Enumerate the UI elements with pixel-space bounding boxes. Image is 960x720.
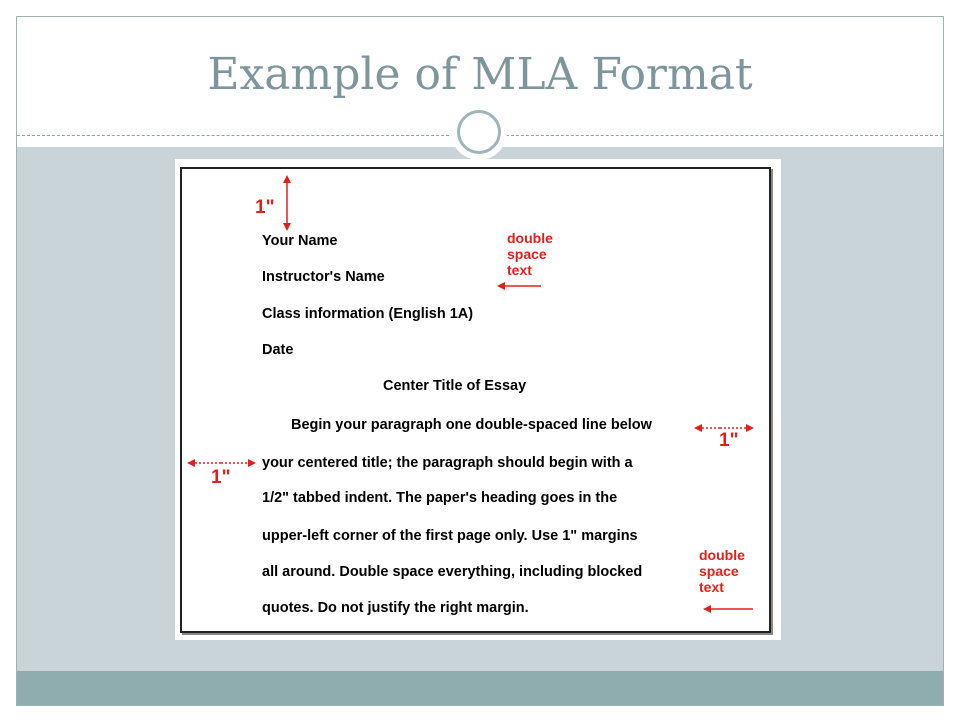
double-space-bottom-word: space <box>699 563 739 579</box>
double-space-bottom-label <box>699 547 745 595</box>
slide-title: Example of MLA Format <box>207 49 753 100</box>
top-margin-label: 1" <box>255 197 275 218</box>
double-space-top-word: space <box>507 246 547 262</box>
footer-band <box>17 671 943 705</box>
circle-ornament-ring-icon <box>457 110 501 154</box>
heading-your-name: Your Name <box>262 233 338 249</box>
heading-instructor-name: Instructor's Name <box>262 269 385 285</box>
heading-class-info: Class information (English 1A) <box>262 306 474 322</box>
mla-example-figure <box>175 159 781 640</box>
body-line: Begin your paragraph one double-spaced line below <box>291 417 652 433</box>
double-space-top-label <box>507 230 553 278</box>
right-margin-label: 1" <box>719 430 739 451</box>
body-line: quotes. Do not justify the right margin. <box>262 600 529 616</box>
body-line: 1/2" tabbed indent. The paper's heading goes in the <box>262 490 618 506</box>
double-space-bottom-word: text <box>699 579 724 595</box>
double-space-top-word: double <box>507 230 553 246</box>
body-line: all around. Double space everything, including blocked <box>262 564 643 580</box>
essay-title: Center Title of Essay <box>383 378 527 394</box>
body-line: upper-left corner of the first page only. Use 1" margins <box>262 528 638 544</box>
double-space-bottom-word: double <box>699 547 745 563</box>
heading-date: Date <box>262 342 294 358</box>
double-space-top-word: text <box>507 262 532 278</box>
left-margin-label: 1" <box>211 467 231 488</box>
body-line: your centered title; the paragraph should begin with a <box>262 455 633 471</box>
